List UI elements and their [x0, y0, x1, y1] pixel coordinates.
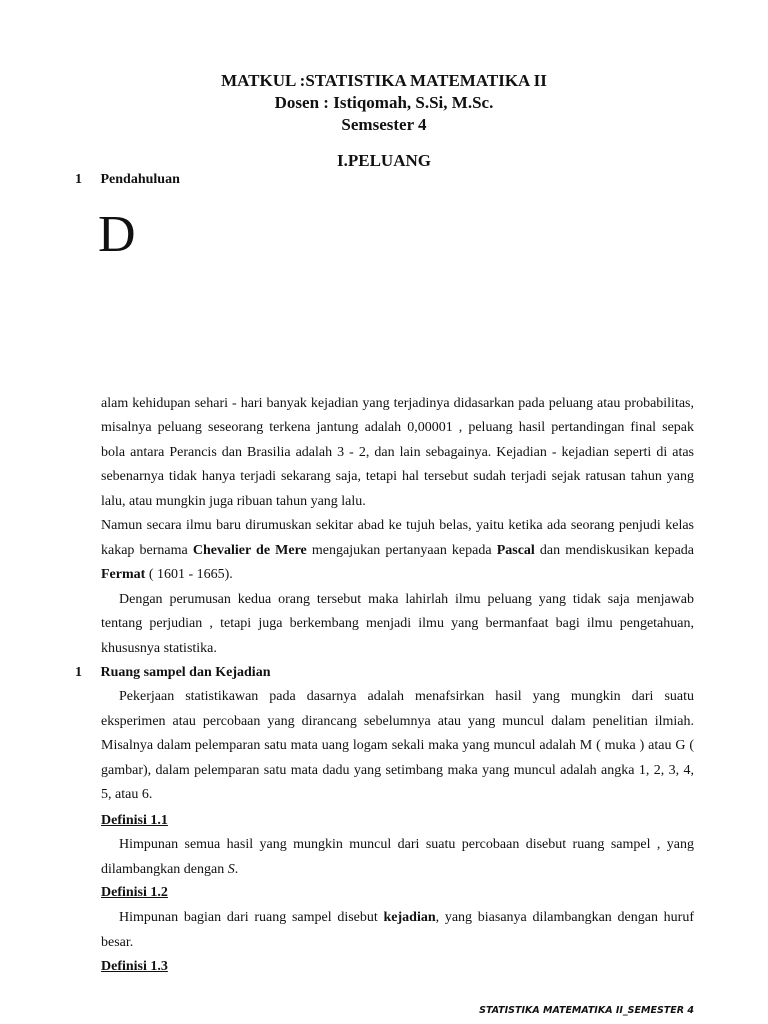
paragraph-line: lalu, atau mungkin juga ribuan tahun yang lalu. — [101, 494, 366, 509]
section-number: 1 — [75, 172, 82, 187]
text-run: Himpunan bagian dari ruang sampel disebut — [119, 910, 384, 925]
paragraph-line — [101, 563, 694, 587]
text-run: , yang biasanya dilambangkan dengan huruf — [435, 910, 694, 925]
paragraph-line: khususnya statistika. — [101, 641, 217, 656]
paragraph-line: gambar), dalam pelemparan satu mata dadu yang setimbang maka yang muncul adalah angka 1, 2, 3, 4, — [101, 763, 694, 778]
person-name: Chevalier de Mere — [192, 543, 307, 558]
definition-title: Definisi 1.3 — [101, 959, 168, 974]
symbol: S — [227, 862, 235, 877]
paragraph-line: Pekerjaan statistikawan pada dasarnya adalah menafsirkan hasil yang mungkin dari suatu — [119, 689, 694, 704]
paragraph-line: eksperimen atau percobaan yang dirancang sebelumnya atau yang muncul dalam penelitian ilmiah. — [101, 714, 694, 729]
paragraph-line: sebenarnya tidak hanya terjadi sekarang saja, tetapi hal tersebut sudah terjadi sejak ratusan tahun yang — [101, 469, 694, 484]
lecturer-name: Dosen : Istiqomah, S.Si, M.Sc. — [274, 93, 494, 112]
paragraph-line: Himpunan semua hasil yang mungkin muncul dari suatu percobaan disebut ruang sampel , yang — [119, 837, 694, 852]
text-run: kakap bernama — [101, 543, 193, 558]
paragraph-line — [101, 858, 694, 882]
paragraph-line: 5, atau 6. — [101, 787, 153, 802]
term: kejadian — [383, 910, 436, 925]
person-name: Pascal — [496, 543, 535, 558]
paragraph-line — [101, 906, 694, 930]
section-title: Pendahuluan — [100, 172, 180, 187]
paragraph-line: besar. — [101, 935, 134, 950]
drop-cap-letter: D — [98, 206, 136, 263]
text-run: mengajukan pertanyaan kepada — [306, 543, 497, 558]
section-title: Ruang sampel dan Kejadian — [100, 665, 271, 680]
page-footer: STATISTIKA MATEMATIKA II_SEMESTER 4 — [479, 1005, 694, 1016]
paragraph-line: Misalnya dalam pelemparan satu mata uang logam sekali maka yang muncul adalah M ( muka ) atau G ( — [101, 738, 694, 753]
section-heading-ruang-sampel — [75, 665, 270, 681]
paragraph-line: Dengan perumusan kedua orang tersebut maka lahirlah ilmu peluang yang tidak saja menjawab — [119, 592, 694, 607]
paragraph-line: bola antara Perancis dan Brasilia adalah 3 - 2, dan lain sebagainya. Kejadian - kejadian seperti di atas — [101, 445, 694, 460]
chapter-title: I.PELUANG — [337, 151, 431, 170]
text-run: dilambangkan dengan — [101, 862, 228, 877]
definition-title: Definisi 1.2 — [101, 885, 168, 900]
section-heading-pendahuluan — [75, 172, 180, 188]
document-header — [0, 70, 768, 136]
paragraph-line: Namun secara ilmu baru dirumuskan sekitar abad ke tujuh belas, yaitu ketika ada seorang penjudi kelas — [101, 518, 694, 533]
section-number: 1 — [75, 665, 82, 680]
course-title: MATKUL :STATISTIKA MATEMATIKA II — [221, 71, 547, 90]
paragraph-line: alam kehidupan sehari - hari banyak kejadian yang terjadinya didasarkan pada peluang atau probabilitas, — [101, 396, 694, 411]
text-run: dan mendiskusikan kepada — [534, 543, 695, 558]
paragraph-line: misalnya peluang seseorang terkena jantung adalah 0,00001 , peluang hasil pertandingan final sepak — [101, 420, 694, 435]
paragraph-line — [101, 539, 694, 563]
paragraph-line: tentang perjudian , tetapi juga berkembang menjadi ilmu yang bermanfaat bagi ilmu pengetahuan, — [101, 616, 694, 631]
semester-label: Semsester 4 — [341, 115, 427, 134]
text-run: ( 1601 - 1665). — [145, 567, 233, 582]
text-run: . — [234, 862, 239, 877]
definition-title: Definisi 1.1 — [101, 813, 168, 828]
person-name: Fermat — [101, 567, 146, 582]
